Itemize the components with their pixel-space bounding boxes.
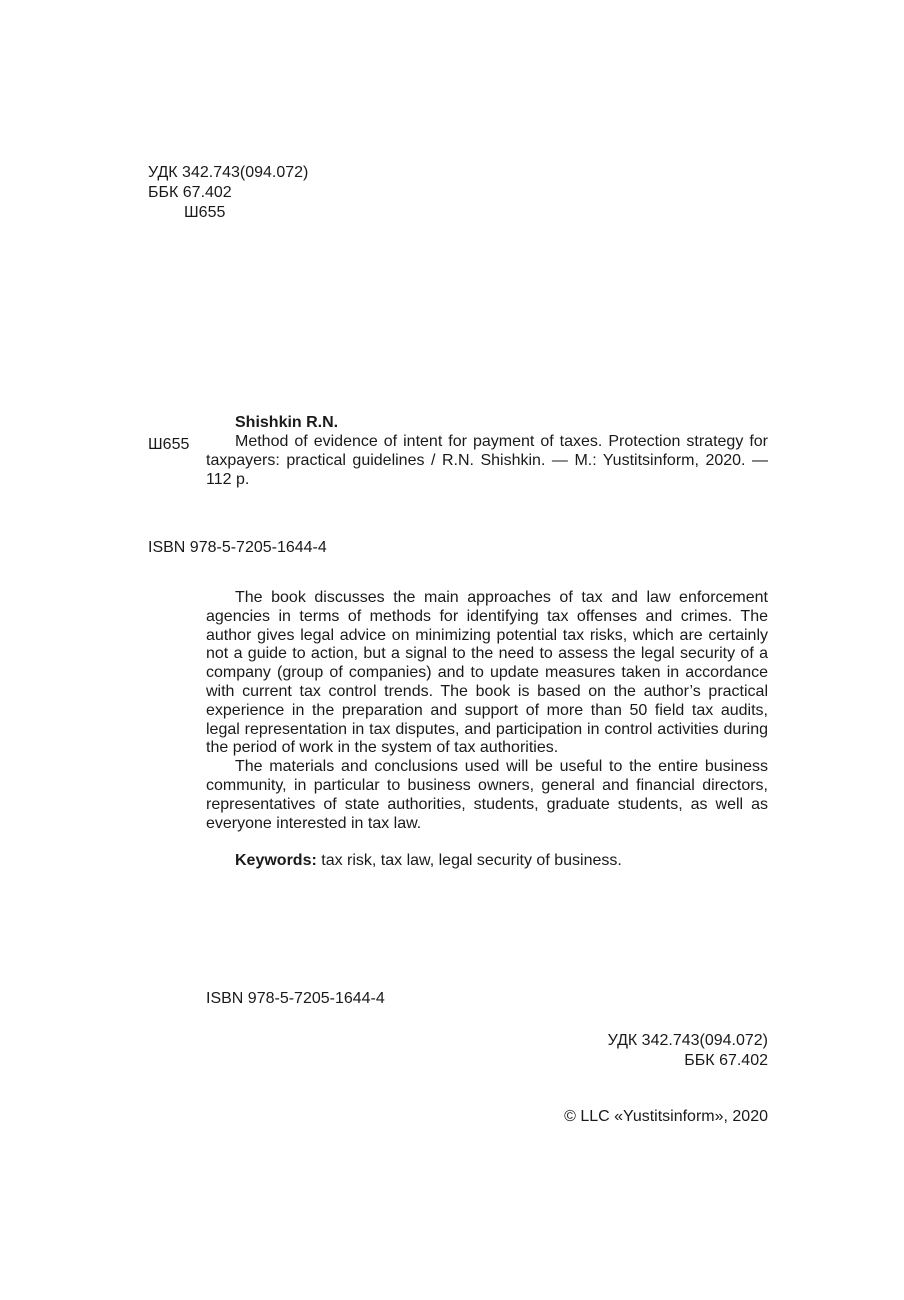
udk-code: УДК 342.743(094.072)	[607, 1032, 768, 1049]
bbk-code: ББК 67.402	[148, 184, 232, 201]
abstract-paragraph: The materials and conclusions used will be useful to the entire business community, in particular to business owners, general and financial directors, representatives of state authorities, students, graduate students, as well as everyone interested in tax law.	[206, 758, 768, 832]
abstract-paragraph: The book discusses the main approaches of tax and law enforcement agencies in terms of methods for identifying tax offenses and crimes. The author gives legal advice on minimizing potential tax risks, which are certainly not a guide to action, but a signal to the need to assess the legal security of a company (group of companies) and to update measures taken in accordance with current tax control trends. The book is based on the author’s practical experience in the preparation and support of more than 50 field tax audits, legal representation in tax disputes, and participation in control activities during the period of work in the system of tax authorities.	[206, 589, 768, 757]
isbn-top: ISBN 978-5-7205-1644-4	[148, 539, 327, 556]
catalog-author-sign: Ш655	[148, 436, 190, 453]
classification-block-top	[148, 163, 308, 223]
udk-code: УДК 342.743(094.072)	[148, 164, 309, 181]
bibliographic-citation: Method of evidence of intent for payment of taxes. Protection strategy for taxpayers: practical guidelines / R.N. Shishkin. — M.: Yustitsinform, 2020. — 112 p.	[206, 433, 768, 488]
keywords	[235, 851, 622, 871]
author-name: Shishkin R.N.	[235, 414, 339, 431]
keywords-label: Keywords:	[235, 852, 317, 869]
bbk-code: ББК 67.402	[684, 1052, 768, 1069]
classification-block-bottom	[560, 1031, 768, 1071]
copyright-notice: © LLC «Yustitsinform», 2020	[564, 1108, 768, 1125]
author-sign-code: Ш655	[184, 204, 226, 221]
isbn-bottom: ISBN 978-5-7205-1644-4	[206, 990, 385, 1007]
keywords-text: tax risk, tax law, legal security of business.	[316, 852, 622, 869]
abstract	[206, 589, 768, 833]
